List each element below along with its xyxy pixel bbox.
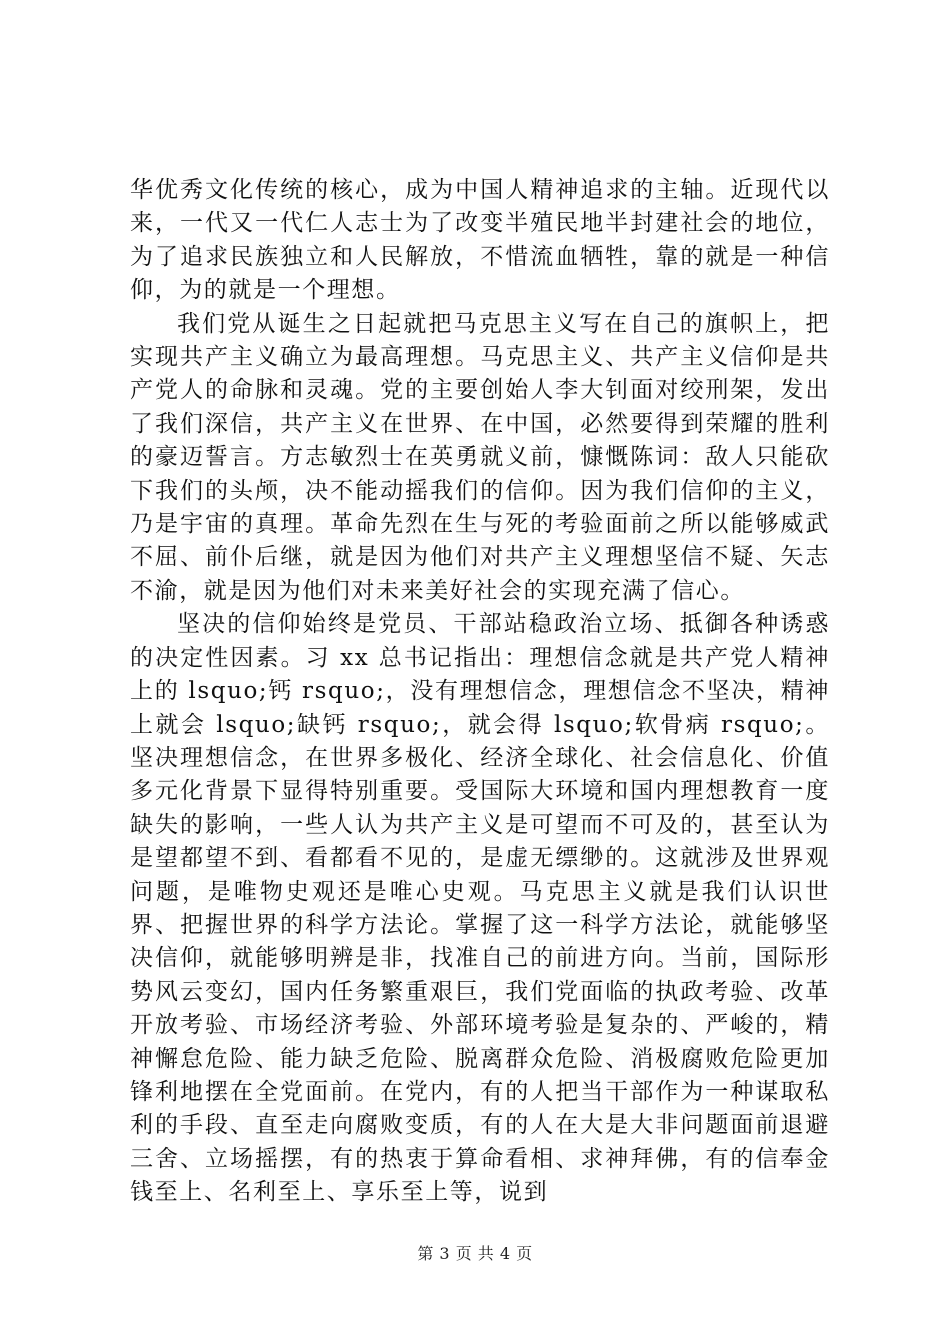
document-body xyxy=(130,174,830,1210)
paragraph-2: 我们党从诞生之日起就把马克思主义写在自己的旗帜上，把实现共产主义确立为最高理想。马克思主义、共产主义信仰是共产党人的命脉和灵魂。党的主要创始人李大钊面对绞刑架，发出了我们深信，共产主义在世界、在中国，必然要得到荣耀的胜利的豪迈誓言。方志敏烈士在英勇就义前，慷慨陈词：敌人只能砍下我们的头颅，决不能动摇我们的信仰。因为我们信仰的主义，乃是宇宙的真理。革命先烈在生与死的考验面前之所以能够威武不屈、前仆后继，就是因为他们对共产主义理想坚信不疑、矢志不渝，就是因为他们对未来美好社会的实现充满了信心。 xyxy=(130,310,830,604)
page-footer xyxy=(0,1244,950,1264)
page-number-label: 第 3 页 共 4 页 xyxy=(417,1244,533,1263)
paragraph-3: 坚决的信仰始终是党员、干部站稳政治立场、抵御各种诱惑的决定性因素。习 xx 总书记指出：理想信念就是共产党人精神上的 lsquo;钙 rsquo;，没有理想信念，理想信念不坚决，精神上就会 lsquo;缺钙 rsquo;，就会得 lsquo;软骨病 rsquo;。坚决理想信念，在世界多极化、经济全球化、社会信息化、价值多元化背景下显得特别重要。受国际大环境和国内理想教育一度缺失的影响，一些人认为共产主义是可望而不可及的，甚至认为是望都望不到、看都看不见的，是虚无缥缈的。这就涉及世界观问题，是唯物史观还是唯心史观。马克思主义就是我们认识世界、把握世界的科学方法论。掌握了这一科学方法论，就能够坚决信仰，就能够明辨是非，找准自己的前进方向。当前，国际形势风云变幻，国内任务繁重艰巨，我们党面临的执政考验、改革开放考验、市场经济考验、外部环境考验是复杂的、严峻的，精神懈怠危险、能力缺乏危险、脱离群众危险、消极腐败危险更加锋利地摆在全党面前。在党内，有的人把当干部作为一种谋取私利的手段、直至走向腐败变质，有的人在大是大非问题面前退避三舍、立场摇摆，有的热衷于算命看相、求神拜佛，有的信奉金钱至上、名利至上、享乐至上等，说到 xyxy=(130,611,830,1206)
paragraph-1: 华优秀文化传统的核心，成为中国人精神追求的主轴。近现代以来，一代又一代仁人志士为了改变半殖民地半封建社会的地位，为了追求民族独立和人民解放，不惜流血牺牲，靠的就是一种信仰，为的就是一个理想。 xyxy=(130,177,830,304)
